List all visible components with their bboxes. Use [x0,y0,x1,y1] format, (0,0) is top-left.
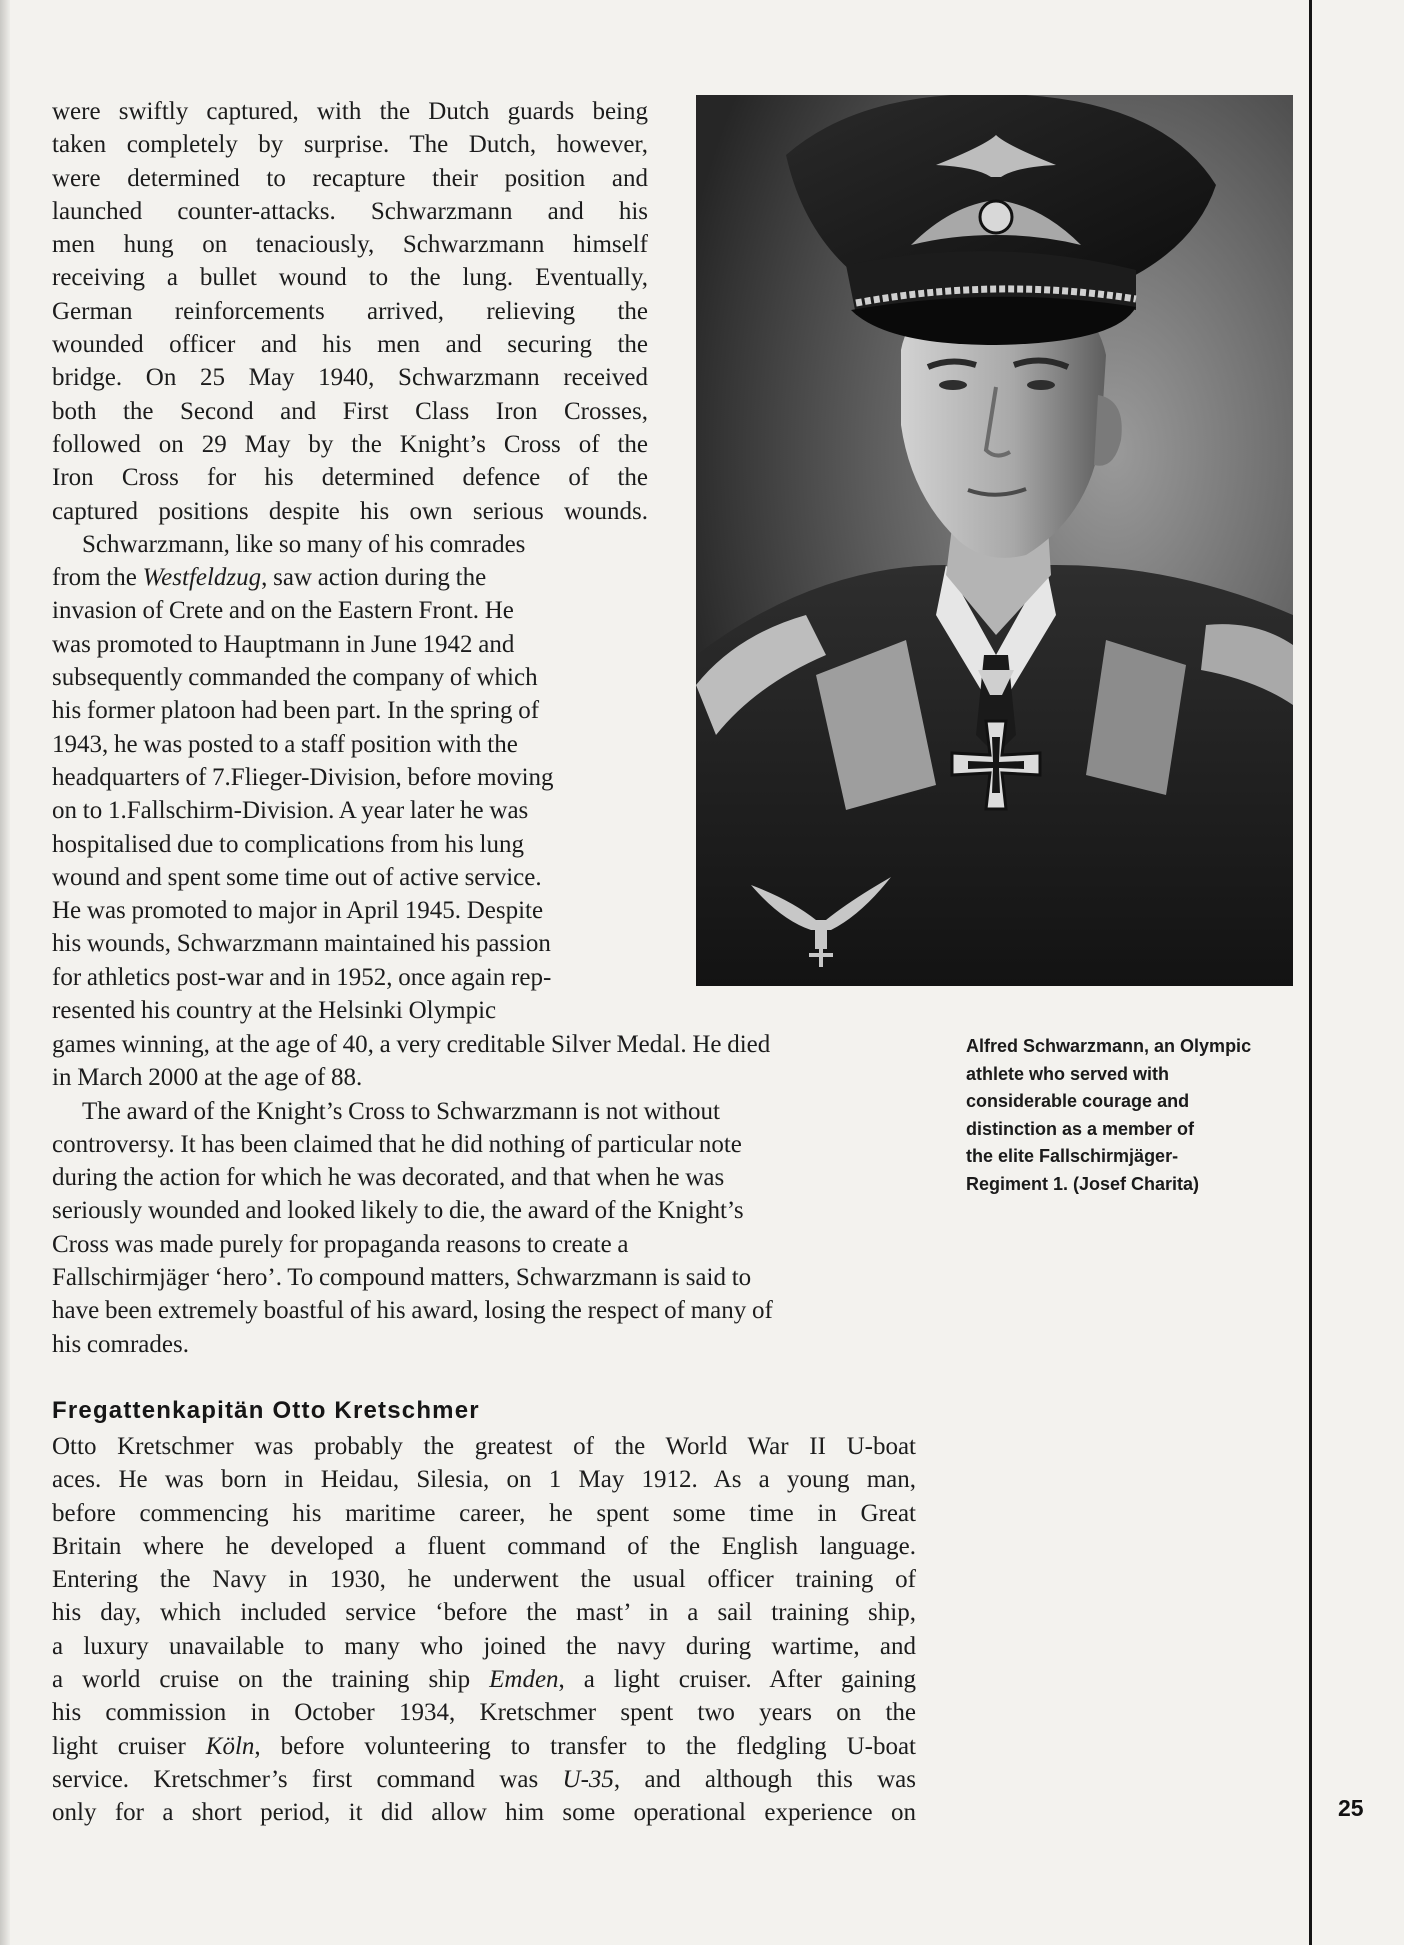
caption-line: Alfred Schwarzmann, an Olympic [966,1036,1252,1056]
text-line: headquarters of 7.Flieger-Division, before moving [52,763,554,791]
text-line: men hung on tenaciously, Schwarzmann himself [52,231,648,259]
text-line: aces. He was born in Heidau, Silesia, on 1 May 1912. As a young man, [52,1466,916,1494]
paragraph [52,1095,916,1361]
text-line: bridge. On 25 May 1940, Schwarzmann received [52,364,648,392]
text-line: captured positions despite his own serious wounds. [52,497,648,525]
caption-line: considerable courage and [966,1091,1190,1111]
text-line: on to 1.Fallschirm-Division. A year later he was [52,797,529,825]
text-line: receiving a bullet wound to the lung. Eventually, [52,264,648,292]
text-line: German reinforcements arrived, relieving the [52,297,648,325]
text-line: before commencing his maritime career, he spent some time in Great [52,1499,916,1527]
text-line: his day, which included service ‘before the mast’ in a sail training ship, [52,1599,916,1627]
text-line: both the Second and First Class Iron Crosses, [52,397,648,425]
text-column-wide [52,1028,916,1361]
text-line: Schwarzmann, like so many of his comrades [82,530,526,558]
text-line: wounded officer and his men and securing the [52,331,648,359]
text-line: He was promoted to major in April 1945. Despite [52,897,544,925]
text-line: light cruiser Köln, before volunteering to transfer to the fledgling U-boat [52,1732,916,1760]
text-line: Fallschirmjäger ‘hero’. To compound matters, Schwarzmann is said to [52,1264,752,1292]
paragraph [52,1028,916,1095]
text-line: service. Kretschmer’s first command was U-35, and although this was [52,1765,916,1793]
text-line: followed on 29 May by the Knight’s Cross of the [52,430,648,458]
caption-line: athlete who served with [966,1063,1170,1084]
paragraph [52,95,648,528]
text-line: subsequently commanded the company of which [52,664,538,692]
text-line: from the Westfeldzug, saw action during the [52,564,487,592]
text-line: resented his country at the Helsinki Olympic [52,997,497,1025]
text-line: his former platoon had been part. In the spring of [52,697,540,725]
text-line: Iron Cross for his determined defence of the [52,464,648,492]
text-line: only for a short period, it did allow him some operational experience on [52,1799,916,1827]
text-line: seriously wounded and looked likely to die, the award of the Knight’s [52,1197,744,1225]
text-line: Entering the Navy in 1930, he underwent the usual officer training of [52,1566,916,1594]
photo-caption [966,1033,1302,1198]
text-line: his comrades. [52,1330,189,1358]
text-line: controversy. It has been claimed that he did nothing of particular note [52,1130,742,1158]
text-line: wound and spent some time out of active service. [52,863,542,891]
caption-line: distinction as a member of [966,1118,1195,1139]
paragraph [52,528,648,1027]
text-line: launched counter-attacks. Schwarzmann and his [52,197,648,225]
caption-line: Regiment 1. (Josef Charita) [966,1173,1200,1194]
text-line: have been extremely boastful of his award, losing the respect of many of [52,1297,773,1325]
page-edge-shadow [0,0,10,1945]
text-line: during the action for which he was decorated, and that when he was [52,1164,725,1192]
portrait-photo [696,95,1293,986]
text-line: Cross was made purely for propaganda reasons to create a [52,1230,629,1258]
text-line: taken completely by surprise. The Dutch, however, [52,131,648,159]
vertical-rule [1309,0,1312,1945]
text-line: a world cruise on the training ship Emden, a light cruiser. After gaining [52,1666,916,1694]
paragraph [52,1430,916,1830]
text-line: was promoted to Hauptmann in June 1942 and [52,630,515,658]
text-line: in March 2000 at the age of 88. [52,1064,363,1092]
text-line: were determined to recapture their position and [52,164,648,192]
text-line: games winning, at the age of 40, a very creditable Silver Medal. He died [52,1031,771,1058]
text-column-kretschmer [52,1430,916,1830]
page-number: 25 [1338,1795,1364,1821]
section-heading: Fregattenkapitän Otto Kretschmer [52,1397,480,1424]
text-line: were swiftly captured, with the Dutch guards being [52,98,648,125]
text-line: a luxury unavailable to many who joined the navy during wartime, and [52,1632,916,1660]
text-line: his commission in October 1934, Kretschmer spent two years on the [52,1699,916,1727]
text-line: for athletics post-war and in 1952, once again rep- [52,963,552,991]
text-line: The award of the Knight’s Cross to Schwarzmann is not without [82,1097,720,1125]
text-line: Otto Kretschmer was probably the greatest of the World War II U-boat [52,1433,916,1460]
caption-line: the elite Fallschirmjäger- [966,1146,1179,1166]
text-line: hospitalised due to complications from his lung [52,830,524,858]
text-line: 1943, he was posted to a staff position with the [52,730,518,758]
text-column-upper [52,95,648,1027]
text-line: his wounds, Schwarzmann maintained his passion [52,930,551,958]
text-line: invasion of Crete and on the Eastern Front. He [52,597,514,625]
text-line: Britain where he developed a fluent command of the English language. [52,1532,916,1560]
